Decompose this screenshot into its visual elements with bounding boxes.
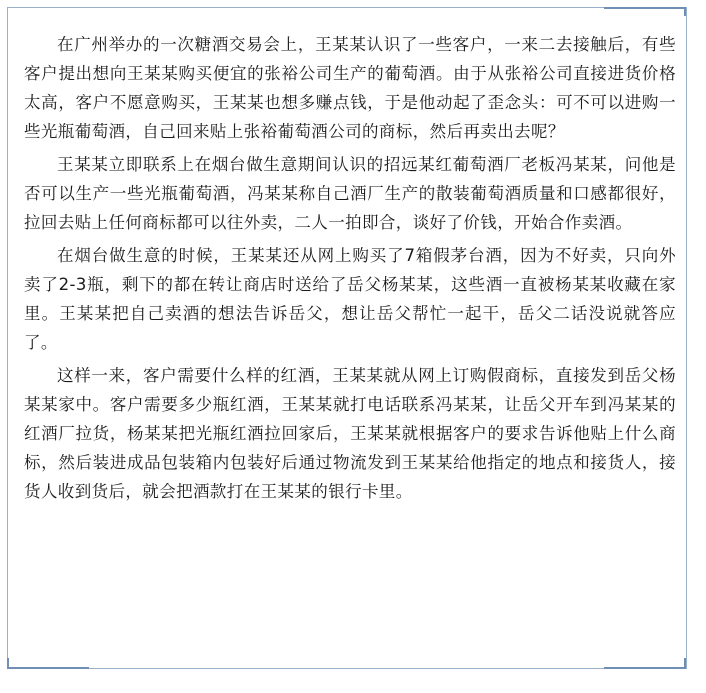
article-body [24, 30, 676, 510]
corner-accent-bottom-left-tick [7, 658, 9, 668]
corner-accent-top-right [604, 7, 686, 9]
corner-accent-bottom-right [604, 667, 686, 669]
paragraph-3: 在烟台做生意的时候，王某某还从网上购买了7箱假茅台酒，因为不好卖，只向外卖了2-3瓶，剩下的都在转让商店时送给了岳父杨某某，这些酒一直被杨某某收藏在家里。王某某把自己卖酒的想法告诉岳父，想让岳父帮忙一起干，岳父二话没说就答应了。 [24, 246, 676, 352]
corner-accent-top-right-tick [684, 7, 686, 16]
corner-accent-bottom-right-tick [684, 658, 686, 668]
paragraph-4: 这样一来，客户需要什么样的红酒，王某某就从网上订购假商标，直接发到岳父杨某某家中。客户需要多少瓶红酒，王某某就打电话联系冯某某，让岳父开车到冯某某的红酒厂拉货，杨某某把光瓶红酒拉回家后，王某某就根据客户的要求告诉他贴上什么商标，然后装进成品包装箱内包装好后通过物流发到王某某给他指定的地点和接货人，接货人收到货后，就会把酒款打在王某某的银行卡里。 [24, 366, 676, 501]
paragraph-2: 王某某立即联系上在烟台做生意期间认识的招远某红葡萄酒厂老板冯某某，问他是否可以生产一些光瓶葡萄酒，冯某某称自己酒厂生产的散装葡萄酒质量和口感都很好，拉回去贴上任何商标都可以往外卖，二人一拍即合，谈好了价钱，开始合作卖酒。 [24, 155, 676, 232]
paragraph-1: 在广州举办的一次糖酒交易会上，王某某认识了一些客户，一来二去接触后，有些客户提出想向王某某购买便宜的张裕公司生产的葡萄酒。由于从张裕公司直接进货价格太高，客户不愿意购买，王某某也想多赚点钱，于是他动起了歪念头：可不可以进购一些光瓶葡萄酒，自己回来贴上张裕葡萄酒公司的商标，然后再卖出去呢？ [24, 35, 676, 141]
corner-accent-bottom-left [7, 667, 89, 669]
